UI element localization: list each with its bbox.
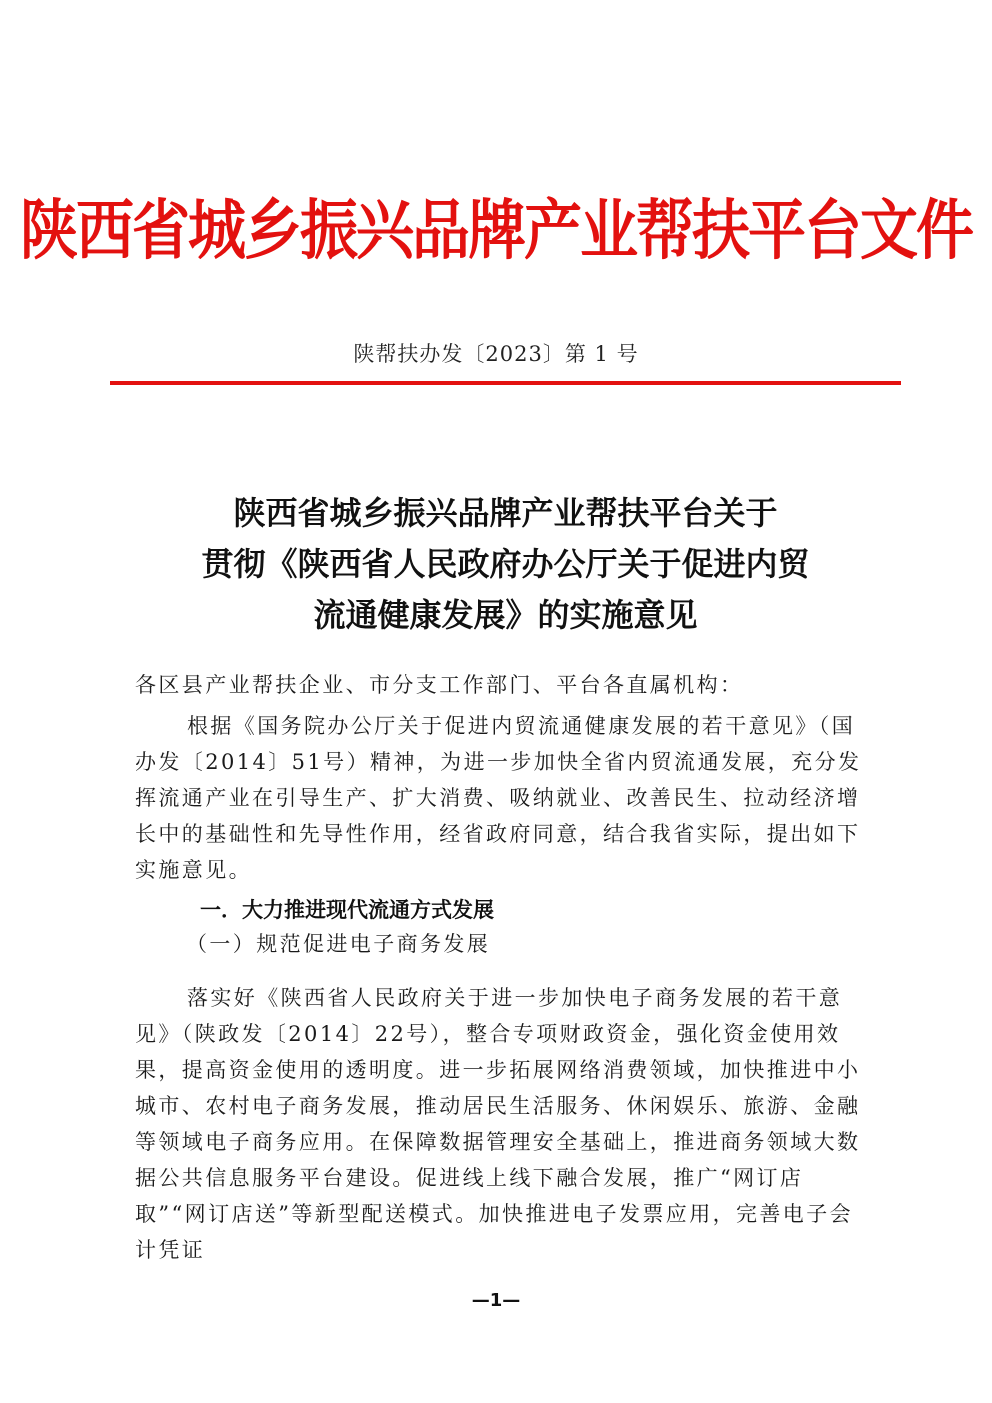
page-number: —1— — [471, 1290, 521, 1311]
subsection-heading-1: （一）规范促进电子商务发展 — [186, 932, 491, 956]
document-title-line-3: 流通健康发展》的实施意见 — [313, 596, 698, 634]
document-title — [110, 488, 901, 641]
section-heading-1: 一．大力推进现代流通方式发展 — [200, 898, 494, 922]
document-number: 陕帮扶办发〔2023〕第 1 号 — [353, 342, 639, 366]
document-title-line-1: 陕西省城乡振兴品牌产业帮扶平台关于 — [233, 494, 778, 532]
paragraph-intro: 根据《国务院办公厅关于促进内贸流通健康发展的若干意见》（国办发〔2014〕51号）精神，为进一步加快全省内贸流通发展，充分发挥流通产业在引导生产、扩大消费、吸纳就业、改善民生、拉动经济增长中的基础性和先导性作用，经省政府同意，结合我省实际，提出如下实施意见。 — [135, 714, 862, 882]
salutation: 各区县产业帮扶企业、市分支工作部门、平台各直属机构： — [135, 673, 744, 697]
issuing-authority-header: 陕西省城乡振兴品牌产业帮扶平台文件 — [19, 192, 972, 269]
red-divider-line — [110, 381, 901, 385]
document-title-line-2: 贯彻《陕西省人民政府办公厅关于促进内贸 — [201, 545, 810, 583]
paragraph-ecommerce: 落实好《陕西省人民政府关于进一步加快电子商务发展的若干意见》（陕政发〔2014〕22号），整合专项财政资金，强化资金使用效果，提高资金使用的透明度。进一步拓展网络消费领域，加快推进中小城市、农村电子商务发展，推动居民生活服务、休闲娱乐、旅游、金融等领域电子商务应用。在保障数据管理安全基础上，推进商务领域大数据公共信息服务平台建设。促进线上线下融合发展，推广“网订店取”“网订店送”等新型配送模式。加快推进电子发票应用，完善电子会计凭证 — [135, 986, 861, 1262]
